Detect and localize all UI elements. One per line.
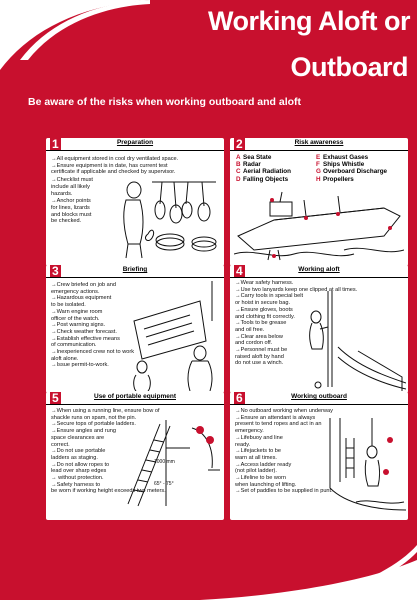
panel-title: Working outboard	[291, 393, 347, 400]
dimension-label: 1000 mm	[154, 459, 175, 465]
risk-list-left	[236, 154, 291, 183]
risk-label: Falling Objects	[243, 175, 289, 183]
panel-number: 6	[236, 392, 243, 405]
text-line: →Inexperienced crew not to work	[51, 349, 135, 356]
panel-divider	[230, 150, 408, 151]
text-line: and oil free.	[235, 326, 265, 333]
risk-label: Overboard Discharge	[323, 168, 388, 176]
text-line: be checked.	[51, 218, 82, 225]
panel-number: 3	[52, 265, 59, 278]
text-line: →Anchor points	[51, 198, 91, 205]
risk-key: G	[316, 168, 321, 176]
ship-hazards-illustration	[234, 188, 404, 264]
text-line: →Check weather forecast.	[51, 328, 117, 335]
text-line: →Hazardous equipment	[51, 295, 112, 302]
text-line: →No outboard working when underway	[235, 408, 333, 414]
risk-key: E	[316, 154, 321, 161]
text-line: →Ensure an attendant is always	[235, 414, 316, 421]
risk-label: Radar	[243, 161, 261, 169]
panel-divider	[46, 150, 224, 151]
text-line: →Access ladder ready	[235, 461, 292, 468]
text-line: →Establish effective means	[51, 335, 120, 342]
panel-number: 4	[236, 265, 243, 278]
panel-working-outboard	[230, 392, 408, 520]
text-line: warn at all times.	[235, 454, 277, 461]
risk-key: D	[236, 175, 241, 183]
panel-header	[230, 392, 408, 405]
text-line: →Use two lanyards keep one clipped at all times.	[235, 286, 358, 293]
risk-item	[236, 168, 291, 175]
text-line: →Secure tops of portable ladders.	[51, 421, 136, 428]
text-line: and cordon off.	[235, 340, 273, 347]
text-line: →Do not use portable	[51, 448, 106, 455]
panel-header	[46, 392, 224, 405]
text-line: →When using a running line, ensure bow of	[51, 408, 160, 414]
text-line: certificate if applicable and checked by supervisor.	[51, 169, 176, 176]
text-line: or hoist in secure bag.	[235, 300, 291, 307]
mast-climber-illustration	[298, 287, 406, 391]
angle-label: 65° - 75°	[154, 481, 174, 487]
panel-text	[235, 408, 333, 495]
text-line: for lines, lizards	[51, 204, 90, 211]
text-line: lead over sharp edges	[51, 468, 107, 475]
risk-item	[316, 168, 387, 175]
panel-number: 5	[52, 392, 59, 405]
text-line: be worn if working height exceeds two meters.	[51, 488, 166, 495]
risk-item	[316, 154, 387, 161]
text-line: →Carry tools in special belt	[235, 293, 304, 300]
panel-title: Briefing	[122, 266, 148, 273]
panel-title: Working aloft	[298, 266, 340, 273]
text-line: →Crew briefed on job and	[51, 282, 116, 288]
text-line: →All equipment stored in cool dry ventilated space.	[51, 156, 179, 162]
text-line: →Ensure angles and rung	[51, 428, 116, 435]
text-line: →Warn engine room	[51, 308, 103, 315]
text-line: present to tend ropes and act in an	[235, 421, 322, 428]
briefing-illustration	[130, 281, 222, 391]
text-line: →Set of paddles to be supplied in punt.	[235, 488, 333, 495]
panel-risk-awareness	[230, 138, 408, 266]
risk-key: H	[316, 175, 321, 183]
panel-divider	[46, 277, 224, 278]
risk-list-right	[316, 154, 387, 183]
text-line: ready.	[235, 441, 251, 448]
panel-preparation	[46, 138, 224, 266]
panel-header	[46, 138, 224, 151]
panel-header	[230, 265, 408, 278]
text-line: aloft alone.	[51, 355, 79, 362]
text-line: (not pilot ladder).	[235, 468, 277, 475]
text-line: hazards.	[51, 190, 73, 197]
text-line: →Wear safety harness.	[235, 280, 294, 286]
panel-divider	[230, 277, 408, 278]
panel-title: Risk awareness	[294, 139, 344, 146]
panel-portable-equipment	[46, 392, 224, 520]
risk-item	[316, 176, 387, 183]
text-line: ladders as staging.	[51, 454, 98, 461]
text-line: of communication.	[51, 342, 97, 349]
panel-title: Use of portable equipment	[94, 393, 176, 400]
risk-item	[236, 161, 291, 168]
text-line: →Issue permit-to-work.	[51, 362, 109, 369]
text-line: →Lifeline to be worn	[235, 475, 286, 482]
panel-header	[230, 138, 408, 151]
text-line: to be isolated.	[51, 302, 86, 309]
risk-key: A	[236, 154, 241, 161]
risk-item	[316, 161, 387, 168]
equipment-illustration	[112, 174, 220, 262]
poster-subtitle: Be aware of the risks when working outboard and aloft	[28, 96, 302, 108]
text-line: when launching of lifting.	[235, 481, 297, 488]
risk-label: Propellers	[323, 175, 354, 183]
text-line: →Lifebuoy and line	[235, 434, 283, 441]
hull-outboard-illustration	[326, 418, 406, 514]
risk-key: C	[236, 168, 241, 176]
text-line: →Lifejackets to be	[235, 448, 282, 455]
text-line: →Ensure equipment is in date, has current test	[51, 162, 168, 169]
text-line: →Tools to be grease	[235, 320, 287, 327]
panel-text	[51, 282, 134, 369]
text-line: include all likely	[51, 183, 90, 190]
text-line: do not use a winch.	[235, 360, 284, 367]
text-line: →Clear area below	[235, 333, 283, 340]
risk-item	[236, 176, 291, 183]
text-line: officer of the watch.	[51, 315, 100, 322]
text-line: correct.	[51, 441, 70, 448]
poster-title-line2: Outboard	[290, 52, 408, 82]
text-line: raised aloft by hand	[235, 353, 284, 360]
text-line: →Checklist must	[51, 177, 93, 184]
panel-divider	[46, 404, 224, 405]
risk-item	[236, 154, 291, 161]
text-line: shackle runs on spam, not the pin.	[51, 414, 137, 421]
panel-header	[46, 265, 224, 278]
panel-title: Preparation	[116, 139, 154, 146]
risk-label: Sea State	[243, 154, 272, 161]
text-line: →Safety harness to	[51, 481, 101, 488]
panel-number: 1	[52, 138, 59, 151]
text-line: and clothing fit correctly.	[235, 313, 295, 320]
risk-label: Ships Whistle	[323, 161, 365, 169]
panel-number: 2	[236, 138, 243, 151]
risk-key: F	[316, 161, 320, 169]
text-line: emergency.	[235, 428, 264, 435]
text-line: and blocks must	[51, 211, 92, 218]
text-line: space clearances are	[51, 434, 105, 441]
text-line: emergency actions.	[51, 288, 100, 295]
risk-key: B	[236, 161, 241, 169]
text-line: →Post warning signs.	[51, 322, 106, 329]
risk-label: Aerial Radiation	[243, 168, 291, 176]
panel-working-aloft	[230, 265, 408, 393]
text-line: →Personnel must be	[235, 347, 288, 354]
risk-label: Exhaust Gases	[323, 154, 369, 161]
panel-briefing	[46, 265, 224, 393]
text-line: → without protection.	[51, 475, 104, 482]
text-line: →Do not allow ropes to	[51, 461, 110, 468]
poster-title-line1: Working Aloft or	[208, 6, 410, 36]
text-line: →Ensure gloves, boots	[235, 306, 293, 313]
panel-divider	[230, 404, 408, 405]
